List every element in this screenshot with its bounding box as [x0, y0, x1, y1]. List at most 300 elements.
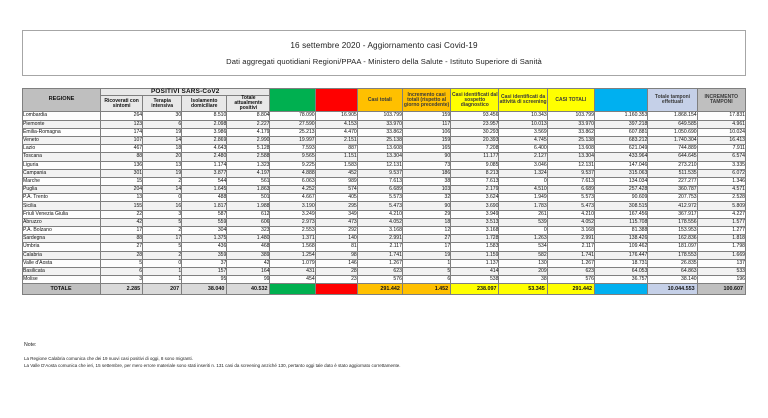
cell-incremento: 1	[402, 259, 450, 267]
cell-ricoverati: 467	[101, 145, 143, 153]
cell-deceduti: 16.905	[315, 112, 357, 120]
cell-tot-positivi: 99	[227, 276, 270, 284]
cell-casi-testati: 138.426	[594, 235, 647, 243]
cell-tot-positivi: 5.128	[227, 145, 270, 153]
cell-isolamento: 2.480	[182, 153, 227, 161]
cell-casi-totali-2: 13.608	[547, 145, 594, 153]
cell-isolamento: 2.869	[182, 136, 227, 144]
cell-ricoverati: 136	[101, 161, 143, 169]
cell-ricoverati: 5	[101, 259, 143, 267]
cell-casi-totali: 1.741	[357, 251, 402, 259]
cell-incr-tamponi: 17.831	[697, 112, 745, 120]
cell-terapia: 30	[143, 112, 182, 120]
cell-isolamento: 1.375	[182, 235, 227, 243]
totals-casi-totali-2: 291.442	[547, 284, 594, 295]
cell-incremento: 32	[402, 194, 450, 202]
cell-deceduti: 28	[315, 267, 357, 275]
cell-casi-totali: 1.267	[357, 259, 402, 267]
table-row[interactable]	[23, 128, 746, 136]
notes-section	[24, 342, 744, 370]
cell-dimessi: 3.190	[270, 202, 315, 210]
cell-tamponi: 1.050.690	[648, 128, 697, 136]
cell-casi-testati: 683.212	[594, 136, 647, 144]
totals-tot-positivi: 40.532	[227, 284, 270, 295]
col-header-ricoverati-con-sintomi[interactable]: Ricoverati con sintomi	[101, 96, 143, 112]
totals-screening: 53.345	[499, 284, 547, 295]
cell-incr-tamponi: 196	[697, 276, 745, 284]
cell-isolamento: 1.817	[182, 202, 227, 210]
table-row[interactable]	[23, 177, 746, 185]
cell-incr-tamponi: 1.669	[697, 251, 745, 259]
cell-incremento: 12	[402, 227, 450, 235]
cell-screening: 4.745	[499, 136, 547, 144]
cell-deceduti: 98	[315, 251, 357, 259]
cell-isolamento: 95	[182, 276, 227, 284]
cell-regione: Sardegna	[23, 235, 101, 243]
cell-terapia: 2	[143, 251, 182, 259]
col-header-deceduti[interactable]: Deceduti	[315, 89, 357, 112]
cell-ricoverati: 27	[101, 243, 143, 251]
notes-title: Note:	[24, 342, 37, 348]
cell-casi-totali: 2.117	[357, 243, 402, 251]
cell-dimessi: 9.225	[270, 161, 315, 169]
cell-sospetto: 3.168	[451, 227, 499, 235]
totals-label: TOTALE	[23, 284, 101, 295]
cell-regione: Marche	[23, 177, 101, 185]
cell-tot-positivi: 2.588	[227, 153, 270, 161]
cell-casi-totali-2: 6.689	[547, 186, 594, 194]
cell-casi-testati: 176.447	[594, 251, 647, 259]
cell-casi-totali-2: 12.131	[547, 161, 594, 169]
cell-sospetto: 11.177	[451, 153, 499, 161]
totals-tamponi: 10.044.553	[648, 284, 697, 295]
table-row[interactable]	[23, 210, 746, 218]
cell-ricoverati: 107	[101, 136, 143, 144]
cell-incr-tamponi: 3.335	[697, 161, 745, 169]
cell-casi-testati: 315.063	[594, 169, 647, 177]
cell-screening: 10.013	[499, 120, 547, 128]
cell-deceduti: 81	[315, 243, 357, 251]
cell-incremento: 73	[402, 161, 450, 169]
cell-tot-positivi: 1.480	[227, 235, 270, 243]
cell-screening: 38	[499, 276, 547, 284]
cell-dimessi: 78.090	[270, 112, 315, 120]
cell-incr-tamponi: 6.574	[697, 153, 745, 161]
cell-dimessi: 4.667	[270, 194, 315, 202]
table-row[interactable]	[23, 218, 746, 226]
totals-dimessi: 215.265	[270, 284, 315, 295]
cell-casi-totali-2: 33.970	[547, 120, 594, 128]
cell-tot-positivi: 2.990	[227, 136, 270, 144]
cell-incr-tamponi: 4.227	[697, 210, 745, 218]
cell-tamponi: 162.836	[648, 235, 697, 243]
cell-dimessi: 454	[270, 276, 315, 284]
cell-isolamento: 1.174	[182, 161, 227, 169]
cell-isolamento: 359	[182, 251, 227, 259]
col-header-incremento-tamponi[interactable]: INCREMENTO TAMPONI	[697, 89, 745, 112]
table-row[interactable]	[23, 186, 746, 194]
cell-incremento: 103	[402, 186, 450, 194]
cell-incr-tamponi: 4.961	[697, 120, 745, 128]
cell-screening: 130	[499, 259, 547, 267]
cell-sospetto: 3.690	[451, 202, 499, 210]
cell-sospetto: 538	[451, 276, 499, 284]
cell-casi-totali: 623	[357, 267, 402, 275]
header-row-top	[23, 89, 746, 96]
cell-casi-testati: 81.388	[594, 227, 647, 235]
col-header-casi-totali-2[interactable]: CASI TOTALI	[547, 89, 594, 112]
cell-isolamento: 436	[182, 243, 227, 251]
cell-dimessi: 6.063	[270, 177, 315, 185]
cell-deceduti: 140	[315, 235, 357, 243]
cell-casi-totali-2: 2.117	[547, 243, 594, 251]
cell-casi-totali-2: 13.304	[547, 153, 594, 161]
cell-screening: 3.569	[499, 128, 547, 136]
report-date-title: 16 settembre 2020 - Aggiornamento casi Covid-19	[290, 40, 478, 50]
cell-ricoverati: 123	[101, 120, 143, 128]
cell-deceduti: 295	[315, 202, 357, 210]
cell-casi-testati: 18.731	[594, 259, 647, 267]
cell-ricoverati: 3	[101, 276, 143, 284]
cell-casi-totali-2: 5.573	[547, 194, 594, 202]
cell-isolamento: 304	[182, 227, 227, 235]
cell-dimessi: 1.079	[270, 259, 315, 267]
cell-tot-positivi: 8.804	[227, 112, 270, 120]
cell-regione: Sicilia	[23, 202, 101, 210]
cell-casi-totali: 25.138	[357, 136, 402, 144]
cell-sospetto: 414	[451, 267, 499, 275]
cell-casi-totali-2: 7.613	[547, 177, 594, 185]
col-header-totale-casi-testati[interactable]: Totale casi testati	[594, 89, 647, 112]
col-header-totale-attualmente-positivi[interactable]: Totale attualmente positivi	[227, 96, 270, 112]
col-header-regione[interactable]: REGIONE	[23, 89, 101, 112]
cell-ricoverati: 155	[101, 202, 143, 210]
cell-screening: 0	[499, 177, 547, 185]
cell-incremento: 38	[402, 177, 450, 185]
cell-regione: Puglia	[23, 186, 101, 194]
table-row[interactable]	[23, 153, 746, 161]
cell-casi-totali-2: 3.168	[547, 227, 594, 235]
cell-casi-testati: 621.049	[594, 145, 647, 153]
cell-tamponi: 178.553	[648, 251, 697, 259]
cell-incremento: 90	[402, 153, 450, 161]
cell-regione: P.A. Bolzano	[23, 227, 101, 235]
table-row[interactable]	[23, 235, 746, 243]
cell-deceduti: 4.153	[315, 120, 357, 128]
cell-casi-totali-2: 4.210	[547, 210, 594, 218]
report-title-box	[22, 30, 746, 76]
cell-isolamento: 587	[182, 210, 227, 218]
col-header-casi-totali[interactable]: Casi totali	[357, 89, 402, 112]
cell-deceduti: 349	[315, 210, 357, 218]
table-row[interactable]	[23, 276, 746, 284]
cell-ricoverati: 17	[101, 227, 143, 235]
totals-ricoverati: 2.285	[101, 284, 143, 295]
cell-screening: 1.949	[499, 194, 547, 202]
notes-lines	[24, 356, 744, 370]
cell-tot-positivi: 389	[227, 251, 270, 259]
cell-screening: 539	[499, 218, 547, 226]
cell-dimessi: 27.590	[270, 120, 315, 128]
cell-tamponi: 64.863	[648, 267, 697, 275]
cell-screening: 209	[499, 267, 547, 275]
cell-regione: Friuli Venezia Giulia	[23, 210, 101, 218]
cell-dimessi: 1.254	[270, 251, 315, 259]
table-row[interactable]	[23, 202, 746, 210]
cell-screening: 261	[499, 210, 547, 218]
cell-sospetto: 23.957	[451, 120, 499, 128]
cell-sospetto: 7.208	[451, 145, 499, 153]
cell-ricoverati: 174	[101, 128, 143, 136]
cell-screening: 1.324	[499, 169, 547, 177]
cell-terapia: 19	[143, 128, 182, 136]
cell-casi-testati: 607.881	[594, 128, 647, 136]
cell-deceduti: 887	[315, 145, 357, 153]
cell-isolamento: 4.643	[182, 145, 227, 153]
cell-regione: Veneto	[23, 136, 101, 144]
cell-sospetto: 1.583	[451, 243, 499, 251]
cell-dimessi: 1.371	[270, 235, 315, 243]
cell-tamponi: 181.097	[648, 243, 697, 251]
cell-casi-totali: 33.862	[357, 128, 402, 136]
cell-casi-testati: 64.053	[594, 267, 647, 275]
cell-incr-tamponi: 533	[697, 267, 745, 275]
cell-screening: 0	[499, 227, 547, 235]
cell-casi-totali-2: 2.991	[547, 235, 594, 243]
cell-isolamento: 8.510	[182, 112, 227, 120]
cell-incr-tamponi: 137	[697, 259, 745, 267]
cell-tot-positivi: 4.179	[227, 128, 270, 136]
cell-incr-tamponi: 1.818	[697, 235, 745, 243]
cell-incr-tamponi: 16.413	[697, 136, 745, 144]
col-header-terapia-intensiva[interactable]: Terapia intensiva	[143, 96, 182, 112]
cell-deceduti: 574	[315, 186, 357, 194]
cell-deceduti: 405	[315, 194, 357, 202]
cell-incremento: 17	[402, 243, 450, 251]
cell-regione: Campania	[23, 169, 101, 177]
cell-deceduti: 4.470	[315, 128, 357, 136]
cell-terapia: 18	[143, 145, 182, 153]
cell-casi-totali: 33.970	[357, 120, 402, 128]
cell-terapia: 13	[143, 161, 182, 169]
cell-tot-positivi: 501	[227, 194, 270, 202]
cell-sospetto: 9.085	[451, 161, 499, 169]
cell-dimessi: 1.568	[270, 243, 315, 251]
cell-tot-positivi: 468	[227, 243, 270, 251]
cell-casi-totali-2: 576	[547, 276, 594, 284]
cell-deceduti: 146	[315, 259, 357, 267]
cell-deceduti: 1.583	[315, 161, 357, 169]
cell-isolamento: 1.645	[182, 186, 227, 194]
cell-dimessi: 3.249	[270, 210, 315, 218]
col-header-incremento-casi-totali[interactable]: Incremento casi totali (rispetto al giorno precedente)	[402, 89, 450, 112]
col-header-dimessi-guariti[interactable]: DIMESSI GUARITI	[270, 89, 315, 112]
totals-sospetto: 238.097	[451, 284, 499, 295]
cell-incremento: 106	[402, 128, 450, 136]
cell-screening: 4.510	[499, 186, 547, 194]
cell-screening: 3.046	[499, 161, 547, 169]
cell-deceduti: 473	[315, 218, 357, 226]
cell-regione: Calabria	[23, 251, 101, 259]
cell-casi-testati: 36.757	[594, 276, 647, 284]
cell-ricoverati: 42	[101, 218, 143, 226]
cell-sospetto: 3.513	[451, 218, 499, 226]
cell-casi-totali-2: 5.473	[547, 202, 594, 210]
cell-terapia: 1	[143, 276, 182, 284]
table-body	[23, 112, 746, 295]
cell-casi-testati: 308.515	[594, 202, 647, 210]
cell-ricoverati: 301	[101, 169, 143, 177]
cell-regione: Lazio	[23, 145, 101, 153]
cell-screening: 534	[499, 243, 547, 251]
cell-incremento: 159	[402, 112, 450, 120]
cell-casi-testati: 134.034	[594, 177, 647, 185]
totals-row	[23, 284, 746, 295]
covid-table-container	[22, 88, 746, 295]
cell-tot-positivi: 323	[227, 227, 270, 235]
col-header-casi-sospetto-diagnostico[interactable]: Casi identificati dal sospetto diagnostico	[451, 89, 499, 112]
cell-tamponi: 26.835	[648, 259, 697, 267]
cell-regione: Liguria	[23, 161, 101, 169]
cell-sospetto: 3.624	[451, 194, 499, 202]
cell-casi-testati: 257.428	[594, 186, 647, 194]
cell-tamponi: 178.556	[648, 218, 697, 226]
cell-casi-totali: 4.210	[357, 210, 402, 218]
cell-tamponi: 744.889	[648, 145, 697, 153]
note-line: La Valle D'Aosta comunica che ieri, 15 settembre, per mero errore materiale sono stati inseriti n. 131 casi da screening anziché 130, pertanto oggi tale dato è stato aggiornato correttamente.	[24, 362, 401, 368]
cell-sospetto: 2.179	[451, 186, 499, 194]
table-row[interactable]	[23, 112, 746, 120]
cell-dimessi: 7.593	[270, 145, 315, 153]
cell-terapia: 20	[143, 153, 182, 161]
cell-tot-positivi: 1.988	[227, 202, 270, 210]
cell-screening: 582	[499, 251, 547, 259]
cell-terapia: 2	[143, 177, 182, 185]
cell-ricoverati: 88	[101, 235, 143, 243]
note-line: La Regione Calabria comunica che dei 19 nuovi casi positivi di oggi, 8 sono migranti.	[24, 356, 193, 361]
cell-regione: Lombardia	[23, 112, 101, 120]
cell-incr-tamponi: 1.577	[697, 218, 745, 226]
cell-casi-testati: 90.609	[594, 194, 647, 202]
cell-tamponi: 1.868.154	[648, 112, 697, 120]
cell-tot-positivi: 2.227	[227, 120, 270, 128]
cell-deceduti: 989	[315, 177, 357, 185]
cell-deceduti: 292	[315, 227, 357, 235]
cell-incr-tamponi: 5.809	[697, 202, 745, 210]
cell-incremento: 18	[402, 218, 450, 226]
cell-tot-positivi: 606	[227, 218, 270, 226]
cell-screening: 1.783	[499, 202, 547, 210]
cell-casi-totali-2: 103.799	[547, 112, 594, 120]
totals-casi-totali: 291.442	[357, 284, 402, 295]
cell-incr-tamponi: 1.346	[697, 177, 745, 185]
cell-tamponi: 360.787	[648, 186, 697, 194]
totals-casi-testati: 6.064.792	[594, 284, 647, 295]
cell-casi-totali: 4.052	[357, 218, 402, 226]
table-row[interactable]	[23, 194, 746, 202]
cell-ricoverati: 22	[101, 210, 143, 218]
report-subtitle: Dati aggregati quotidiani Regioni/PPAA - Ministero della Salute - Istituto Superiore di Sanità	[226, 56, 542, 66]
table-row[interactable]	[23, 161, 746, 169]
cell-tamponi: 153.953	[648, 227, 697, 235]
cell-deceduti: 2.151	[315, 136, 357, 144]
cell-sospetto: 30.293	[451, 128, 499, 136]
cell-casi-totali-2: 623	[547, 267, 594, 275]
cell-incremento: 186	[402, 169, 450, 177]
cell-incremento: 165	[402, 145, 450, 153]
cell-sospetto: 1.159	[451, 251, 499, 259]
cell-casi-testati: 109.462	[594, 243, 647, 251]
cell-incr-tamponi: 6.072	[697, 169, 745, 177]
cell-casi-totali-2: 33.862	[547, 128, 594, 136]
cell-isolamento: 3.877	[182, 169, 227, 177]
cell-isolamento: 2.098	[182, 120, 227, 128]
cell-dimessi: 9.565	[270, 153, 315, 161]
table-row[interactable]	[23, 243, 746, 251]
cell-incr-tamponi: 1.277	[697, 227, 745, 235]
table-row[interactable]	[23, 145, 746, 153]
cell-sospetto: 1.137	[451, 259, 499, 267]
cell-terapia: 17	[143, 235, 182, 243]
cell-terapia: 0	[143, 259, 182, 267]
cell-isolamento: 544	[182, 177, 227, 185]
cell-tamponi: 207.753	[648, 194, 697, 202]
cell-regione: Valle d'Aosta	[23, 259, 101, 267]
col-header-casi-screening[interactable]: Casi identificati da attività di screening	[499, 89, 547, 112]
cell-casi-totali-2: 1.267	[547, 259, 594, 267]
cell-sospetto: 8.213	[451, 169, 499, 177]
cell-terapia: 6	[143, 120, 182, 128]
cell-isolamento: 37	[182, 259, 227, 267]
col-header-isolamento-domiciliare[interactable]: Isolamento domiciliare	[182, 96, 227, 112]
table-row[interactable]	[23, 259, 746, 267]
cell-casi-totali: 2.991	[357, 235, 402, 243]
cell-regione: Piemonte	[23, 120, 101, 128]
cell-incr-tamponi: 7.911	[697, 145, 745, 153]
table-row[interactable]	[23, 120, 746, 128]
cell-screening: 10.343	[499, 112, 547, 120]
totals-isolamento: 38.040	[182, 284, 227, 295]
cell-casi-testati: 1.160.353	[594, 112, 647, 120]
cell-incr-tamponi: 1.798	[697, 243, 745, 251]
table-row[interactable]	[23, 169, 746, 177]
cell-terapia: 19	[143, 169, 182, 177]
table-row[interactable]	[23, 267, 746, 275]
table-row[interactable]	[23, 227, 746, 235]
cell-tamponi: 644.645	[648, 153, 697, 161]
cell-dimessi: 25.213	[270, 128, 315, 136]
table-row[interactable]	[23, 136, 746, 144]
cell-dimessi: 4.888	[270, 169, 315, 177]
cell-terapia: 3	[143, 210, 182, 218]
cell-sospetto: 1.728	[451, 235, 499, 243]
table-row[interactable]	[23, 251, 746, 259]
cell-terapia: 5	[143, 243, 182, 251]
cell-incr-tamponi: 10.024	[697, 128, 745, 136]
cell-dimessi: 4.252	[270, 186, 315, 194]
cell-tot-positivi: 164	[227, 267, 270, 275]
cell-tot-positivi: 4.197	[227, 169, 270, 177]
cell-casi-totali: 13.304	[357, 153, 402, 161]
cell-incr-tamponi: 2.528	[697, 194, 745, 202]
cell-deceduti: 23	[315, 276, 357, 284]
col-header-totale-tamponi-effettuati[interactable]: Totale tamponi effettuati	[648, 89, 697, 112]
cell-isolamento: 488	[182, 194, 227, 202]
cell-incremento: 117	[402, 120, 450, 128]
cell-regione: Toscana	[23, 153, 101, 161]
cell-screening: 2.127	[499, 153, 547, 161]
cell-ricoverati: 204	[101, 186, 143, 194]
